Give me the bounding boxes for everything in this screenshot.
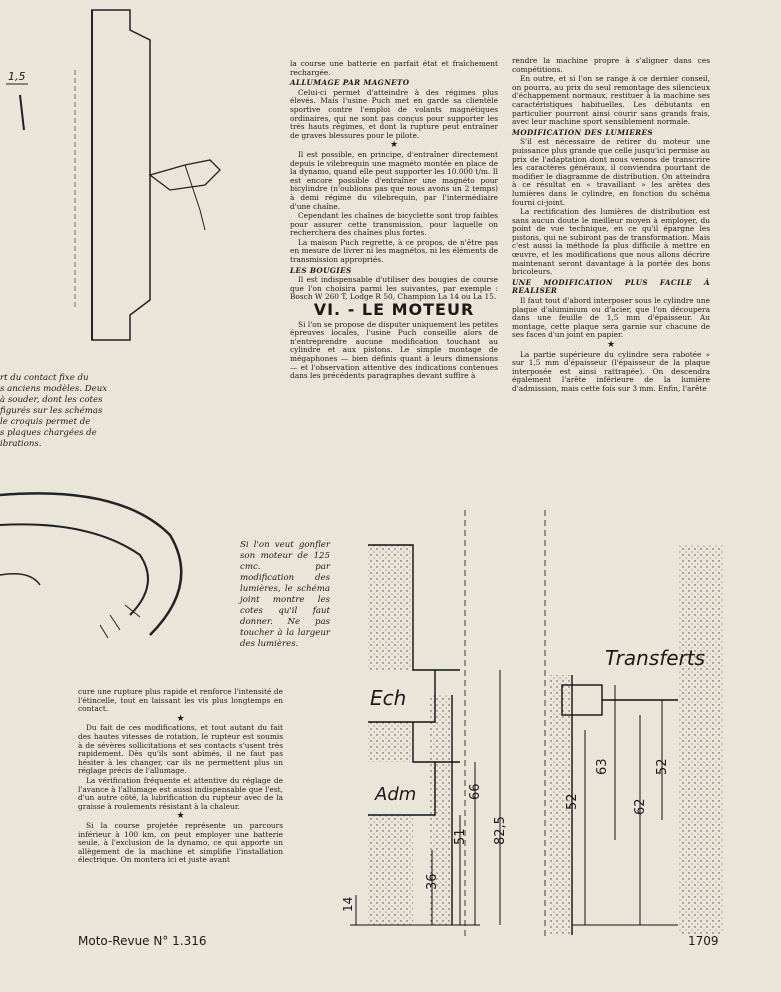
star-separator: ★ <box>389 140 399 151</box>
dim-52-right: 52 <box>655 758 670 775</box>
label-admission: Adm <box>375 784 417 805</box>
star-separator: ★ <box>176 811 185 822</box>
heading-magneto: ALLUMAGE PAR MAGNETO <box>290 78 410 88</box>
heading-lumieres: MODIFICATION DES LUMIERES <box>512 127 653 137</box>
heading-modification: UNE MODIFICATION PLUS FACILE À REALISER <box>512 277 710 296</box>
footer-magazine: Moto-Revue N° 1.316 <box>78 934 207 948</box>
dim-62: 62 <box>633 798 648 815</box>
dim-52-left: 52 <box>565 793 580 810</box>
column-2: rendre la machine propre à s'aligner dans ces compétitions. En outre, et si l'on se range à ce dernier conseil, on pourra, au prix du seul remontage des silencieux d'échappement normaux, restituer à la machine ses caractéristiques habituelles. Les débutants en particulier pourront ainsi courir sans grands frais, avec leur machine sport sensiblement normale. MODIFICATION DES LUMIERES S'il est nécessaire de retirer du moteur une puissance plus grande que celle jusqu'ici permise au prix de l'adaptation dont nous venons de transcrire les caractères généraux, il conviendra pourtant de modifier le diagramme de distribution. On atteindra à ce résultat en « travaillant » les arêtes des lumières dans le cylindre, en fonction du schéma fourni ci-joint. La rectification des lumières de distribution est sans aucun doute le meilleur moyen à employer, du point de vue technique, en ce qu'il épargne les pistons, qui ne subiront pas de transformation. Mais c'est aussi la méthode la plus difficile à mettre en œuvre, et les modifications que nous allons décrire maintenant seront davantage à la portée des bons bricoleurs. UNE MODIFICATION PLUS FACILE À REALISER Il faut tout d'abord interposer sous le cylindre une plaque d'aluminium ou d'acier, que l'on découpera dans une feuille de 1,5 mm d'épaisseur. Au montage, cette plaque sera garnie sur chacune de ses faces d'un joint en papier. ★ La partie supérieure du cylindre sera rabotée » sur 1,5 mm d'épaisseur (l'épaisseur de la plaque interposée est ainsi rattrapée). On descendra également l'arête inférieure de la lumière d'admission, mais cette fois sur 3 mm. Enfin, l'arête <box>512 56 710 393</box>
dim-36: 36 <box>425 873 440 890</box>
dim-82-5: 82,5 <box>493 816 508 845</box>
diagram-caption: Si l'on veut gonfler son moteur de 125 cmc. par modification des lumières, le schéma joint montre les cotes qu'il faut donner. Ne pas toucher à la largeur des lumières. <box>240 540 330 649</box>
port-diagram <box>340 500 760 940</box>
left-caption: rt du contact fixe du s anciens modèles. Deux à souder, dont les cotes figurés sur les schémas le croquis permet de s plaques chargées de ibrations. <box>0 373 108 449</box>
dim-51: 51 <box>453 828 468 845</box>
star-separator: ★ <box>176 713 185 724</box>
top-left-drawing <box>0 0 290 370</box>
label-transferts: Transferts <box>605 646 706 670</box>
footer-page-number: 1709 <box>688 934 719 948</box>
top-left-dimension-label: 1,5 <box>8 70 26 83</box>
column-3: cure une rupture plus rapide et renforce l'intensité de l'étincelle, tout en laissant les vis plus longtemps en contact. ★ Du fait de ces modifications, et tout autant du fait des hautes vitesses de rotation, le rupteur est soumis à de sévères sollicitations et ses contacts s'usent très rapidement. Dès qu'ils sont abîmés, il ne faut pas hésiter à les changer, car ils ne permettent plus un réglage précis de l'allumage. La vérification fréquente et attentive du réglage de l'avance à l'allumage est aussi indispensable que l'est, d'un autre côté, la lubrification du rupteur avec de la graisse à roulements résistant à la chaleur. ★ Si la course projetée représente un parcours inférieur à 100 km, on peut employer une batterie seule, à l'exclusion de la dynamo, ce qui apporte un allègement de la machine et simplifie l'installation électrique. On montera ici et juste avant <box>78 687 283 865</box>
dim-66: 66 <box>468 783 483 800</box>
heading-bougies: LES BOUGIES <box>290 265 352 275</box>
section-title: VI. - LE MOTEUR <box>313 300 475 320</box>
star-separator: ★ <box>606 340 616 350</box>
label-echappement: Ech <box>370 686 407 710</box>
dim-63: 63 <box>595 758 610 775</box>
flywheel-drawing <box>0 475 230 680</box>
column-1: la course une batterie en parfait état et fraîchement rechargée. ALLUMAGE PAR MAGNETO Celui-ci permet d'atteindre à des régimes plus élevés. Mais l'usine Puch met en garde sa clientèle sportive contre l'emploi de volants magnétiques ordinaires, qui ne sont pas conçus pour supporter les très hauts régimes, et dont la rupture peut entraîner de graves blessures pour le pilote. ★ Il est possible, en principe, d'entraîner directement depuis le vilebrequin une magnéto montée en place de la dynamo, quand elle peut supporter les 10.000 t/m. Il est encore possible d'entraîner une magnéto pour bicylindre (n'oublions pas que nous avons un 2 temps) à demi régime du vilebrequin, par l'intermédiaire d'une chaîne. Cependant les chaînes de bicyclette sont trop faibles pour assurer cette transmission, pour laquelle on recherchera des chaînes plus fortes. La maison Puch regrette, à ce propos, de n'être pas en mesure de livrer ni les magnétos, ni les éléments de transmission appropriés. LES BOUGIES Il est indispensable d'utiliser des bougies de course que l'on choisira parmi les suivantes, par exemple : Bosch W 260 T, Lodge R 50, Champion La 14 ou La 15. VI. - LE MOTEUR Si l'on se propose de disputer uniquement les petites épreuves locales, l'usine Puch conseille alors de n'entreprendre aucune modification touchant au cylindre et aux pistons. Le simple montage de mégaphones — bien définis quant à leurs dimensions — et l'observation attentive des indications contenues dans les précédents paragraphes devant suffire à <box>290 59 498 381</box>
dim-14: 14 <box>341 896 355 912</box>
